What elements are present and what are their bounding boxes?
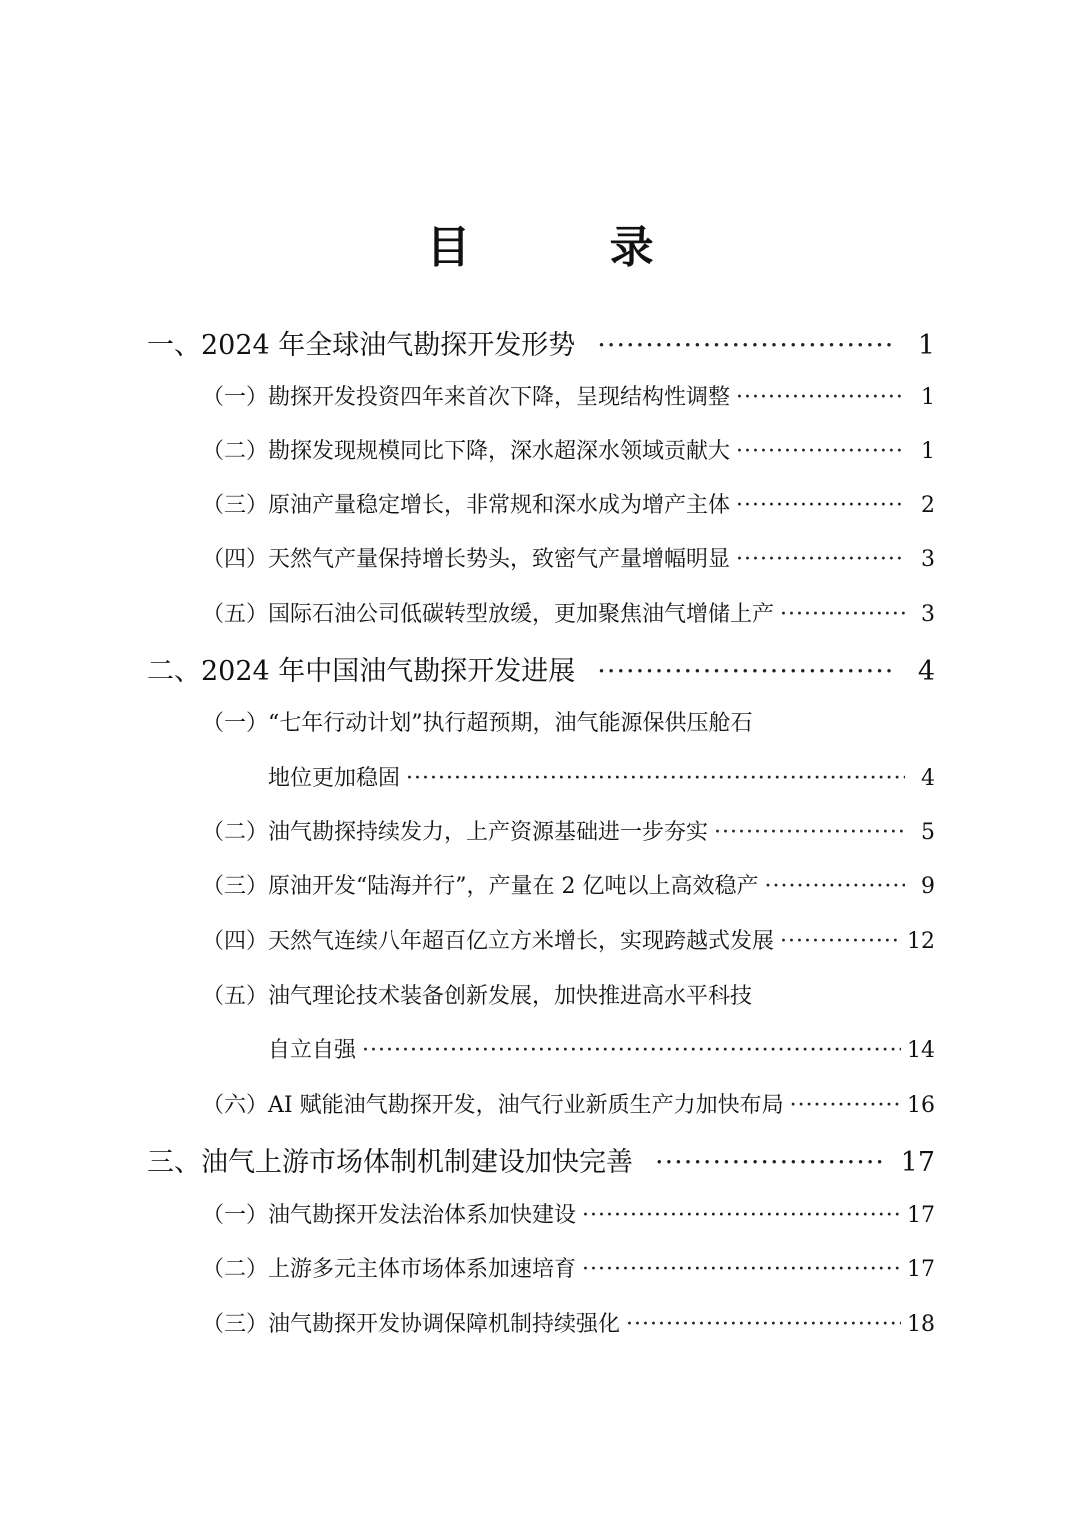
toc-entry[interactable]: [202, 488, 935, 524]
toc-page-number: 1: [921, 439, 935, 464]
toc-entry-label: （二）上游多元主体市场体系加速培育: [202, 1257, 577, 1282]
toc-entry-label: （三）油气勘探开发协调保障机制持续强化: [202, 1312, 621, 1337]
toc-entry[interactable]: [202, 924, 935, 960]
toc-entry[interactable]: [202, 706, 935, 742]
dot-leader: [655, 1143, 883, 1183]
toc-page-number: 18: [907, 1312, 935, 1337]
toc-entry-label: 一、2024 年全球油气勘探开发形势: [147, 330, 576, 361]
dot-leader: [780, 924, 901, 960]
toc-entry-label: （三）原油开发“陆海并行”，产量在 2 亿吨以上高效稳产: [202, 874, 759, 899]
toc-page-number: 1: [921, 385, 935, 410]
toc-entry[interactable]: [202, 869, 935, 905]
toc-page-number: 17: [900, 1147, 935, 1178]
toc-entry-label: （六）AI 赋能油气勘探开发，油气行业新质生产力加快布局: [202, 1093, 784, 1118]
toc-page-number: 1: [917, 330, 935, 361]
toc-entry-label: 自立自强: [268, 1038, 357, 1063]
toc-entry-continuation[interactable]: [268, 1033, 935, 1069]
toc-page-number: 9: [921, 874, 935, 899]
toc-entry[interactable]: [147, 326, 935, 366]
toc-entry-label: 三、油气上游市场体制机制建设加快完善: [147, 1147, 633, 1178]
toc-entry[interactable]: [202, 434, 935, 470]
toc-page-number: 12: [907, 929, 935, 954]
toc-page-number: 2: [921, 493, 935, 518]
toc-page-number: 17: [907, 1203, 935, 1228]
dot-leader: [764, 869, 905, 905]
toc-entry-label: （一）“七年行动计划”执行超预期，油气能源保供压舱石: [202, 711, 753, 736]
toc-page-number: 4: [917, 656, 935, 687]
dot-leader: [736, 488, 905, 524]
toc-entry-label: （三）原油产量稳定增长，非常规和深水成为增产主体: [202, 493, 731, 518]
toc-entry[interactable]: [202, 815, 935, 851]
dot-leader: [736, 542, 905, 578]
toc-entry-label: 地位更加稳固: [268, 766, 401, 791]
toc-entry[interactable]: [202, 1198, 935, 1234]
toc-entry[interactable]: [202, 979, 935, 1015]
toc-page-number: 3: [921, 547, 935, 572]
toc-entry-label: （一）油气勘探开发法治体系加快建设: [202, 1203, 577, 1228]
toc-entry[interactable]: [202, 542, 935, 578]
toc-page-number: 3: [921, 602, 935, 627]
dot-leader: [626, 1307, 901, 1343]
toc-entry-label: （五）油气理论技术装备创新发展，加快推进高水平科技: [202, 984, 753, 1009]
toc-entry[interactable]: [147, 1143, 935, 1183]
toc-entry-label: （五）国际石油公司低碳转型放缓，更加聚焦油气增储上产: [202, 602, 775, 627]
dot-leader: [597, 652, 893, 692]
toc-page-number: 14: [907, 1038, 935, 1063]
toc-entry-label: （二）油气勘探持续发力，上产资源基础进一步夯实: [202, 820, 709, 845]
dot-leader: [362, 1033, 901, 1069]
toc-entry-label: （四）天然气产量保持增长势头，致密气产量增幅明显: [202, 547, 731, 572]
toc-entry[interactable]: [202, 597, 935, 633]
dot-leader: [714, 815, 905, 851]
dot-leader: [597, 326, 893, 366]
toc-entry-label: （四）天然气连续八年超百亿立方米增长，实现跨越式发展: [202, 929, 775, 954]
dot-leader: [790, 1088, 901, 1124]
dot-leader: [736, 380, 905, 416]
toc-page-number: 16: [907, 1093, 935, 1118]
toc-entry[interactable]: [202, 1088, 935, 1124]
dot-leader: [780, 597, 905, 633]
toc-page-number: 4: [921, 766, 935, 791]
dot-leader: [582, 1198, 901, 1234]
dot-leader: [406, 761, 905, 797]
dot-leader: [582, 1252, 901, 1288]
toc-page-number: 17: [907, 1257, 935, 1282]
toc-entry-label: 二、2024 年中国油气勘探开发进展: [147, 656, 576, 687]
toc-entry[interactable]: [202, 1252, 935, 1288]
toc-page-number: 5: [921, 820, 935, 845]
toc-entry[interactable]: [202, 380, 935, 416]
toc-entry-label: （二）勘探发现规模同比下降，深水超深水领域贡献大: [202, 439, 731, 464]
page-title: 目 录: [426, 222, 716, 273]
toc-entry[interactable]: [202, 1307, 935, 1343]
toc-entry-continuation[interactable]: [268, 761, 935, 797]
dot-leader: [736, 434, 905, 470]
toc-entry-label: （一）勘探开发投资四年来首次下降，呈现结构性调整: [202, 385, 731, 410]
toc-entry[interactable]: [147, 652, 935, 692]
